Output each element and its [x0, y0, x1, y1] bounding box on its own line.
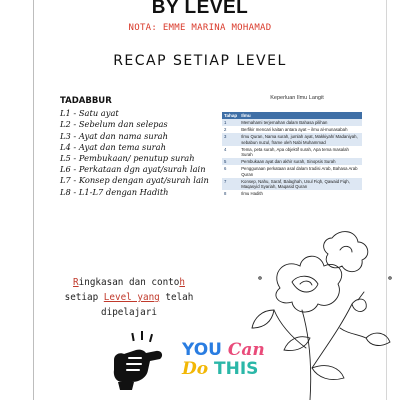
table-row — [222, 133, 362, 145]
level-item: L5 - Pembukaan/ penutup surah — [60, 153, 195, 164]
table-cell: 7 — [222, 178, 239, 190]
table-cell: Memahami terjemahan dalam Bahasa pilihan — [239, 119, 362, 126]
level-item: L8 - L1-L7 dengan Hadith — [60, 186, 169, 197]
level-item: L3 - Ayat dan nama surah — [60, 130, 168, 141]
table-cell: Pembukaan ayat dan akhir surah, Sinopsis Surah — [239, 158, 362, 165]
summary-line-1 — [44, 275, 214, 290]
table-cell: Ilmu Hadith — [239, 190, 362, 197]
table-row — [222, 190, 362, 197]
tadabbur-title: TADABBUR — [60, 96, 112, 106]
level-item: L4 - Ayat dan tema surah — [60, 141, 166, 152]
sticker-word-can: Can — [227, 340, 265, 360]
section-title: RECAP SETIAP LEVEL — [113, 53, 287, 69]
summary-text: setiap — [64, 292, 104, 303]
summary-caption — [44, 275, 214, 320]
table-header-row — [222, 112, 362, 119]
summary-line-3: dipelajari — [101, 307, 157, 318]
table-cell: Konsep, Nahu, Saraf, Balaghah, Usul Fiqh, Qawaid Fiqh, Maqasyid Syariah, Maqasid Quran — [239, 178, 362, 190]
table-cell: 3 — [222, 133, 239, 145]
summary-text: telah — [159, 292, 194, 303]
table-cell: 6 — [222, 165, 239, 177]
table-title: Keperluan Ilmu Langit — [270, 95, 324, 101]
level-table — [222, 112, 362, 197]
table-cell: 2 — [222, 126, 239, 133]
summary-highlight: h — [179, 277, 185, 288]
summary-text: ingkasan dan conto — [78, 277, 180, 288]
level-item: L2 - Sebelum dan selepas — [60, 119, 168, 130]
table-cell: 5 — [222, 158, 239, 165]
column-header: Ilmu — [239, 112, 362, 119]
table-cell: 1 — [222, 119, 239, 126]
sticker-word-do: Do — [182, 359, 209, 379]
level-item: L1 - Satu ayat — [60, 108, 119, 119]
summary-highlight: R — [73, 277, 79, 288]
column-header: Tahap — [224, 113, 238, 118]
level-item: L7 - Konsep dengan ayat/surah lain — [60, 175, 209, 186]
table-row — [222, 126, 362, 133]
table-row — [222, 165, 362, 177]
table-cell: 4 — [222, 146, 239, 158]
sticker-word-you: YOU — [182, 340, 222, 360]
summary-line-2 — [44, 290, 214, 305]
tadabbur-list — [60, 96, 220, 198]
table-row — [222, 146, 362, 158]
sticker-word-this: THIS — [214, 359, 259, 379]
page-heading: BY LEVEL — [151, 0, 249, 18]
table-row — [222, 119, 362, 126]
pointing-hand-icon — [108, 330, 168, 392]
table-cell: Penggunaan perkataan asal dalam tradisi Arab, Bahasa Arab Quran — [239, 165, 362, 177]
level-item: L6 - Perkataan dgn ayat/surah lain — [60, 164, 206, 175]
table-cell: Tema, peta surah, Apa objektif surah, Apa tema masalah Surah — [239, 146, 362, 158]
table-row — [222, 178, 362, 190]
summary-highlight: Level yang — [103, 292, 160, 303]
author-note: NOTA: EMME MARINA MOHAMAD — [128, 23, 272, 33]
table-cell: 8 — [222, 190, 239, 197]
table-cell: Ilmu Quran, Nama surah, jumlah ayat, Makkiyah/ Madaniyah, sebabun nuzul, frame oleh Nabi Muhammad — [239, 133, 362, 145]
table-row — [222, 158, 362, 165]
table-cell: Berfikir mencari kaitan antara ayat – ilmu al-munasabah — [239, 126, 362, 133]
flower-line-art — [240, 218, 400, 400]
